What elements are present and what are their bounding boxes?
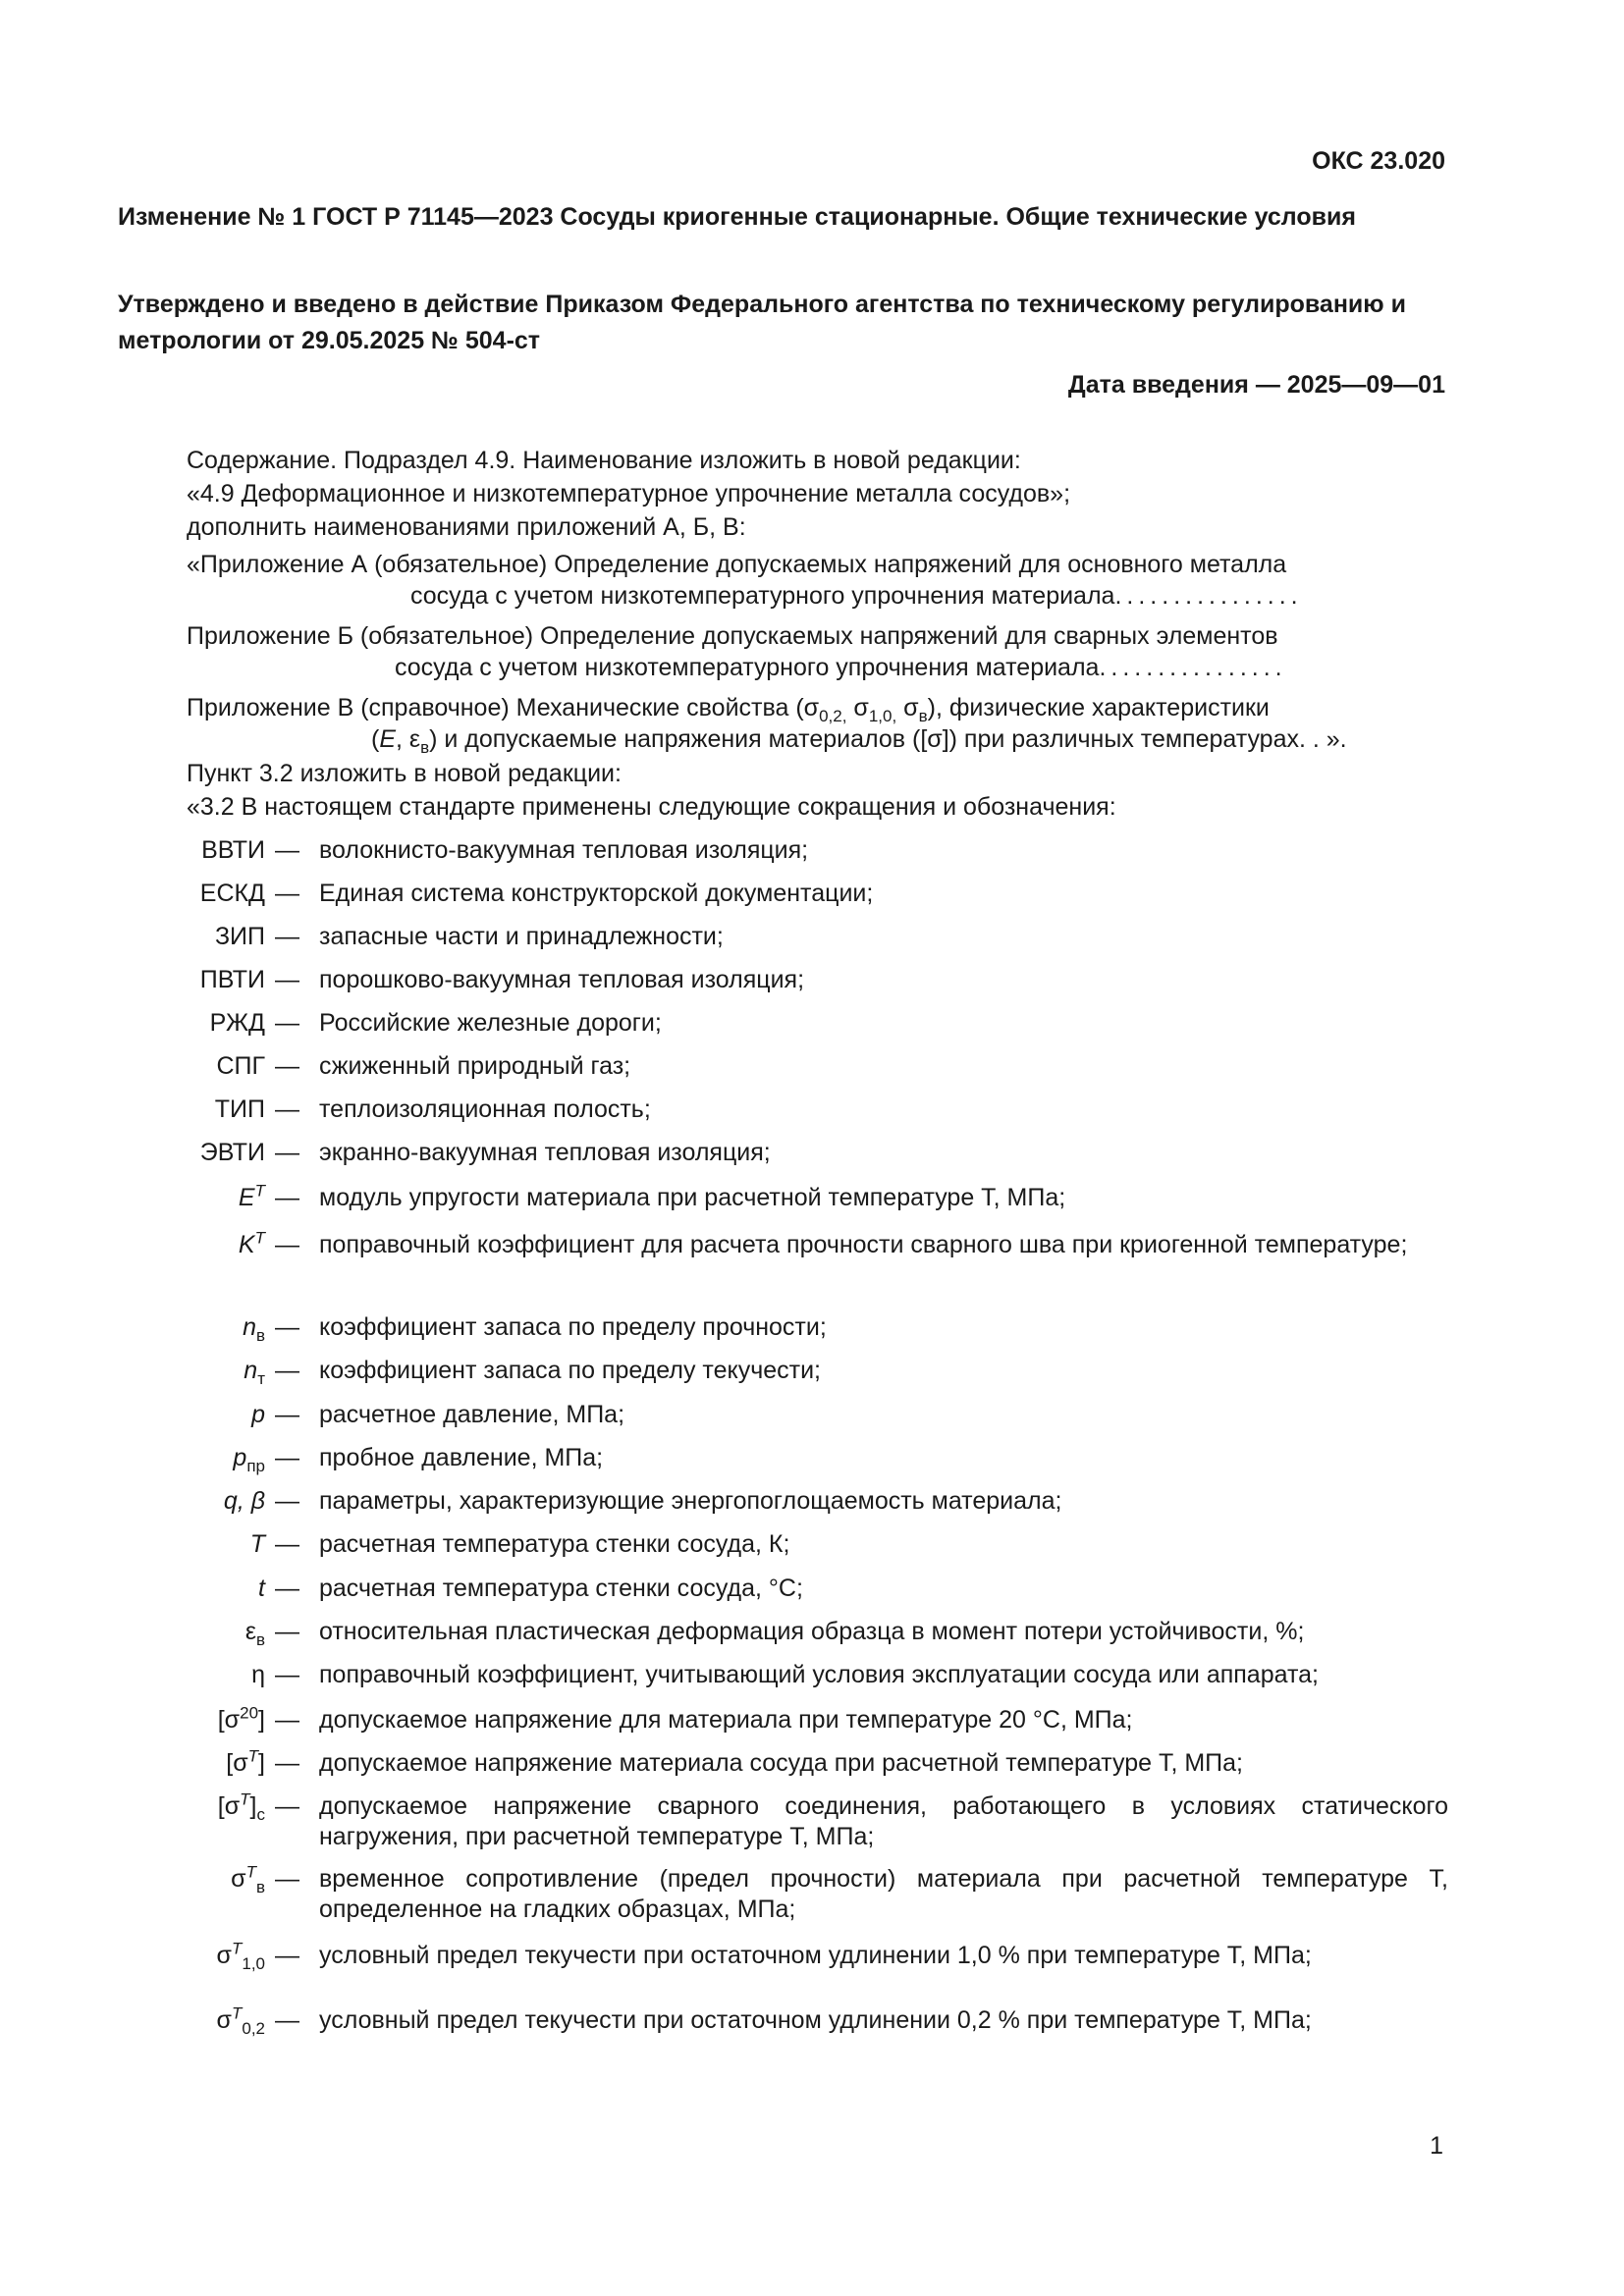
abbreviation-definition: запасные части и принадлежности; <box>319 923 724 950</box>
contents-line-2: «4.9 Деформационное и низкотемпературное упрочнение металла сосудов»; <box>187 480 1071 507</box>
symbol-subscript: с <box>256 1805 265 1824</box>
definition-dash: — <box>275 1095 299 1123</box>
abbreviation-term: ПВТИ <box>199 966 265 993</box>
appendix-v-cont-e: E <box>379 725 397 753</box>
symbol-definition: параметры, характеризующие энергопоглощаемость материала; <box>319 1487 1062 1515</box>
abbreviation-term: ВВТИ <box>201 836 265 864</box>
symbol-base: σ <box>216 1942 232 1969</box>
appendix-a-entry <box>187 549 1449 612</box>
symbol-superscript: T <box>254 1228 265 1248</box>
appendix-a-heading: «Приложение А (обязательное) Определение допускаемых напряжений для основного металла <box>187 551 1287 578</box>
symbol-base: p <box>233 1444 247 1471</box>
definition-dash: — <box>275 1401 299 1428</box>
symbol-base: E <box>238 1184 255 1211</box>
appendix-b-title-rest: сосуда с учетом низкотемпературного упрочнения материала <box>395 654 1100 681</box>
symbol-superscript: T <box>240 1789 250 1809</box>
symbol-bracket: ] <box>258 1749 265 1777</box>
symbol-term <box>118 1941 265 1971</box>
symbol-term <box>118 1183 265 1213</box>
definition-dash: — <box>275 923 299 950</box>
symbol-subscript: т <box>257 1369 265 1388</box>
definition-dash: — <box>275 1052 299 1080</box>
definition-dash: — <box>275 1706 299 1734</box>
definition-dash: — <box>275 1313 299 1341</box>
symbol-definition: расчетное давление, МПа; <box>319 1401 625 1428</box>
symbol-definition: коэффициент запаса по пределу текучести; <box>319 1357 821 1384</box>
symbol-term <box>118 1529 265 1560</box>
contents-line-1: Содержание. Подраздел 4.9. Наименование изложить в новой редакции: <box>187 447 1021 474</box>
abbreviation-term: ЗИП <box>214 923 265 950</box>
symbol-term <box>118 1791 265 1822</box>
symbol-superscript: T <box>245 1862 256 1882</box>
symbol-base: p <box>251 1401 265 1428</box>
appendix-v-sub-10: 1,0, <box>868 707 897 725</box>
abbreviation-definition: теплоизоляционная полость; <box>319 1095 651 1123</box>
definition-dash: — <box>275 1231 299 1258</box>
symbol-superscript: T <box>254 1181 265 1201</box>
abbreviation-definition: Единая система конструкторской документации; <box>319 880 874 907</box>
symbol-definition: условный предел текучести при остаточном удлинении 0,2 % при температуре T, МПа; <box>319 2006 1312 2034</box>
symbol-base: σ <box>231 1865 246 1893</box>
symbol-base: T <box>249 1530 265 1558</box>
symbol-subscript: в <box>255 1630 265 1649</box>
symbol-superscript: T <box>247 1746 259 1766</box>
appendix-v-cont-eps: , ε <box>396 725 421 753</box>
symbol-base: t <box>258 1575 265 1602</box>
appendix-v-continuation <box>187 723 1449 755</box>
symbol-term <box>118 1705 265 1735</box>
symbol-term <box>118 2005 265 2036</box>
appendix-v-heading <box>187 692 1449 723</box>
definition-dash: — <box>275 2006 299 2034</box>
symbol-term <box>118 1312 265 1343</box>
symbol-subscript: 1,0 <box>242 1954 265 1973</box>
document-title: Изменение № 1 ГОСТ Р 71145—2023 Сосуды криогенные стационарные. Общие технические условия <box>118 203 1356 231</box>
definition-dash: — <box>275 1942 299 1969</box>
appendix-v-text-e: σ <box>896 694 919 721</box>
symbol-term <box>118 1230 265 1260</box>
symbol-term <box>118 1574 265 1604</box>
appendix-v-sub-02: 0,2, <box>819 707 847 725</box>
appendix-b-continuation <box>187 652 1449 683</box>
introduction-date: Дата введения — 2025—09—01 <box>1067 371 1445 399</box>
approval-statement: Утверждено и введено в действие Приказом Федерального агентства по техническому регулированию и метрологии от 29.05.2025 № 504-ст <box>118 291 1406 354</box>
symbol-term <box>118 1443 265 1473</box>
symbol-definition: временное сопротивление (предел прочности) материала при расчетной температуре T, определенное на гладких образцах, МПа; <box>319 1865 1448 1923</box>
symbol-base: [σ <box>226 1749 248 1777</box>
abbreviation-definition: сжиженный природный газ; <box>319 1052 631 1080</box>
appendix-v-text-a: Приложение В (справочное) Механические свойства (σ <box>187 694 820 721</box>
definition-dash: — <box>275 836 299 864</box>
appendix-v-cont-sub: в <box>420 738 430 757</box>
appendix-v-text-c: σ <box>846 694 869 721</box>
page-number: 1 <box>1430 2132 1443 2160</box>
appendix-v-text-g: ), физические характеристики <box>927 694 1270 721</box>
appendix-v-cont-a: ( <box>371 725 380 753</box>
definition-dash: — <box>275 1357 299 1384</box>
appendix-a-continuation <box>187 580 1449 612</box>
symbol-term <box>118 1864 265 1895</box>
definition-dash: — <box>275 1792 299 1820</box>
symbol-term <box>118 1356 265 1386</box>
symbol-definition: допускаемое напряжение материала сосуда при расчетной температуре T, МПа; <box>319 1749 1244 1777</box>
symbol-definition: модуль упругости материала при расчетной температуре T, МПа; <box>319 1184 1066 1211</box>
appendix-v-cont-rest: ) и допускаемые напряжения материалов ([σ]) при различных температурах. . ». <box>429 725 1347 753</box>
definition-dash: — <box>275 880 299 907</box>
symbol-definition: поправочный коэффициент для расчета прочности сварного шва при криогенной температуре; <box>319 1231 1408 1258</box>
definition-dash: — <box>275 1009 299 1037</box>
symbol-base: n <box>243 1313 256 1341</box>
symbol-term <box>118 1748 265 1779</box>
symbol-superscript: 20 <box>240 1703 259 1723</box>
abbreviation-definition: порошково-вакуумная тепловая изоляция; <box>319 966 805 993</box>
symbol-superscript: T <box>231 1939 243 1958</box>
definition-dash: — <box>275 1575 299 1602</box>
abbreviation-definition: волокнисто-вакуумная тепловая изоляция; <box>319 836 809 864</box>
symbol-base: [σ <box>217 1706 241 1734</box>
appendix-v-entry <box>187 692 1449 755</box>
appendix-b-heading: Приложение Б (обязательное) Определение допускаемых напряжений для сварных элементов <box>187 622 1278 650</box>
appendix-v-sub-v: в <box>918 707 928 725</box>
contents-line-3: дополнить наименованиями приложений А, Б, В: <box>187 513 746 541</box>
symbol-term <box>118 1400 265 1430</box>
abbreviation-definition: экранно-вакуумная тепловая изоляция; <box>319 1139 771 1166</box>
symbol-base: σ <box>216 2006 232 2034</box>
symbol-base: K <box>238 1231 255 1258</box>
symbol-definition: расчетная температура стенки сосуда, К; <box>319 1530 790 1558</box>
definition-dash: — <box>275 1661 299 1688</box>
definition-dash: — <box>275 1749 299 1777</box>
symbol-subscript: в <box>255 1878 265 1896</box>
symbol-term <box>118 1660 265 1690</box>
symbol-definition: относительная пластическая деформация образца в момент потери устойчивости, %; <box>319 1618 1305 1645</box>
symbol-definition: допускаемое напряжение для материала при температуре 20 °С, МПа; <box>319 1706 1133 1734</box>
appendix-a-title-rest: сосуда с учетом низкотемпературного упрочнения материала <box>410 582 1115 610</box>
definition-dash: — <box>275 1530 299 1558</box>
symbol-base: q, β <box>223 1487 265 1515</box>
section-3-2-line-2: «3.2 В настоящем стандарте применены следующие сокращения и обозначения: <box>187 793 1116 821</box>
symbol-term <box>118 1617 265 1647</box>
section-3-2-line-1: Пункт 3.2 изложить в новой редакции: <box>187 760 622 787</box>
abbreviation-term: РЖД <box>209 1009 265 1037</box>
symbol-subscript: в <box>255 1326 265 1345</box>
definition-dash: — <box>275 1444 299 1471</box>
definition-dash: — <box>275 1618 299 1645</box>
symbol-subscript: 0,2 <box>242 2019 265 2038</box>
symbol-base: ε <box>244 1618 256 1645</box>
definition-dash: — <box>275 966 299 993</box>
abbreviation-term: ЭВТИ <box>199 1139 265 1166</box>
symbol-term <box>118 1486 265 1517</box>
symbol-base: n <box>244 1357 258 1384</box>
definition-dash: — <box>275 1487 299 1515</box>
symbol-definition: коэффициент запаса по пределу прочности; <box>319 1313 827 1341</box>
symbol-superscript: T <box>231 2003 243 2023</box>
symbol-definition: расчетная температура стенки сосуда, °С; <box>319 1575 803 1602</box>
definition-dash: — <box>275 1139 299 1166</box>
symbol-base: η <box>251 1661 265 1688</box>
symbol-definition: пробное давление, МПа; <box>319 1444 604 1471</box>
okc-code: ОКС 23.020 <box>1312 147 1445 175</box>
abbreviation-term: ЕСКД <box>199 880 265 907</box>
symbol-base: [σ <box>217 1792 241 1820</box>
symbol-bracket: ]$_с$ <box>249 1792 265 1824</box>
abbreviation-term: СПГ <box>216 1052 265 1080</box>
symbol-definition: допускаемое напряжение сварного соединения, работающего в условиях статического нагружения, при расчетной температуре T, МПа; <box>319 1792 1448 1850</box>
appendix-b-leader: ................ <box>1099 654 1287 681</box>
symbol-bracket: ] <box>258 1706 265 1734</box>
definition-dash: — <box>275 1865 299 1893</box>
symbol-definition: условный предел текучести при остаточном удлинении 1,0 % при температуре T, МПа; <box>319 1942 1312 1969</box>
symbol-subscript: пр <box>246 1457 265 1475</box>
abbreviation-definition: Российские железные дороги; <box>319 1009 662 1037</box>
abbreviation-term: ТИП <box>214 1095 265 1123</box>
symbol-definition: поправочный коэффициент, учитывающий условия эксплуатации сосуда или аппарата; <box>319 1661 1319 1688</box>
appendix-b-entry <box>187 620 1449 683</box>
appendix-a-leader: ................ <box>1114 582 1303 610</box>
definition-dash: — <box>275 1184 299 1211</box>
